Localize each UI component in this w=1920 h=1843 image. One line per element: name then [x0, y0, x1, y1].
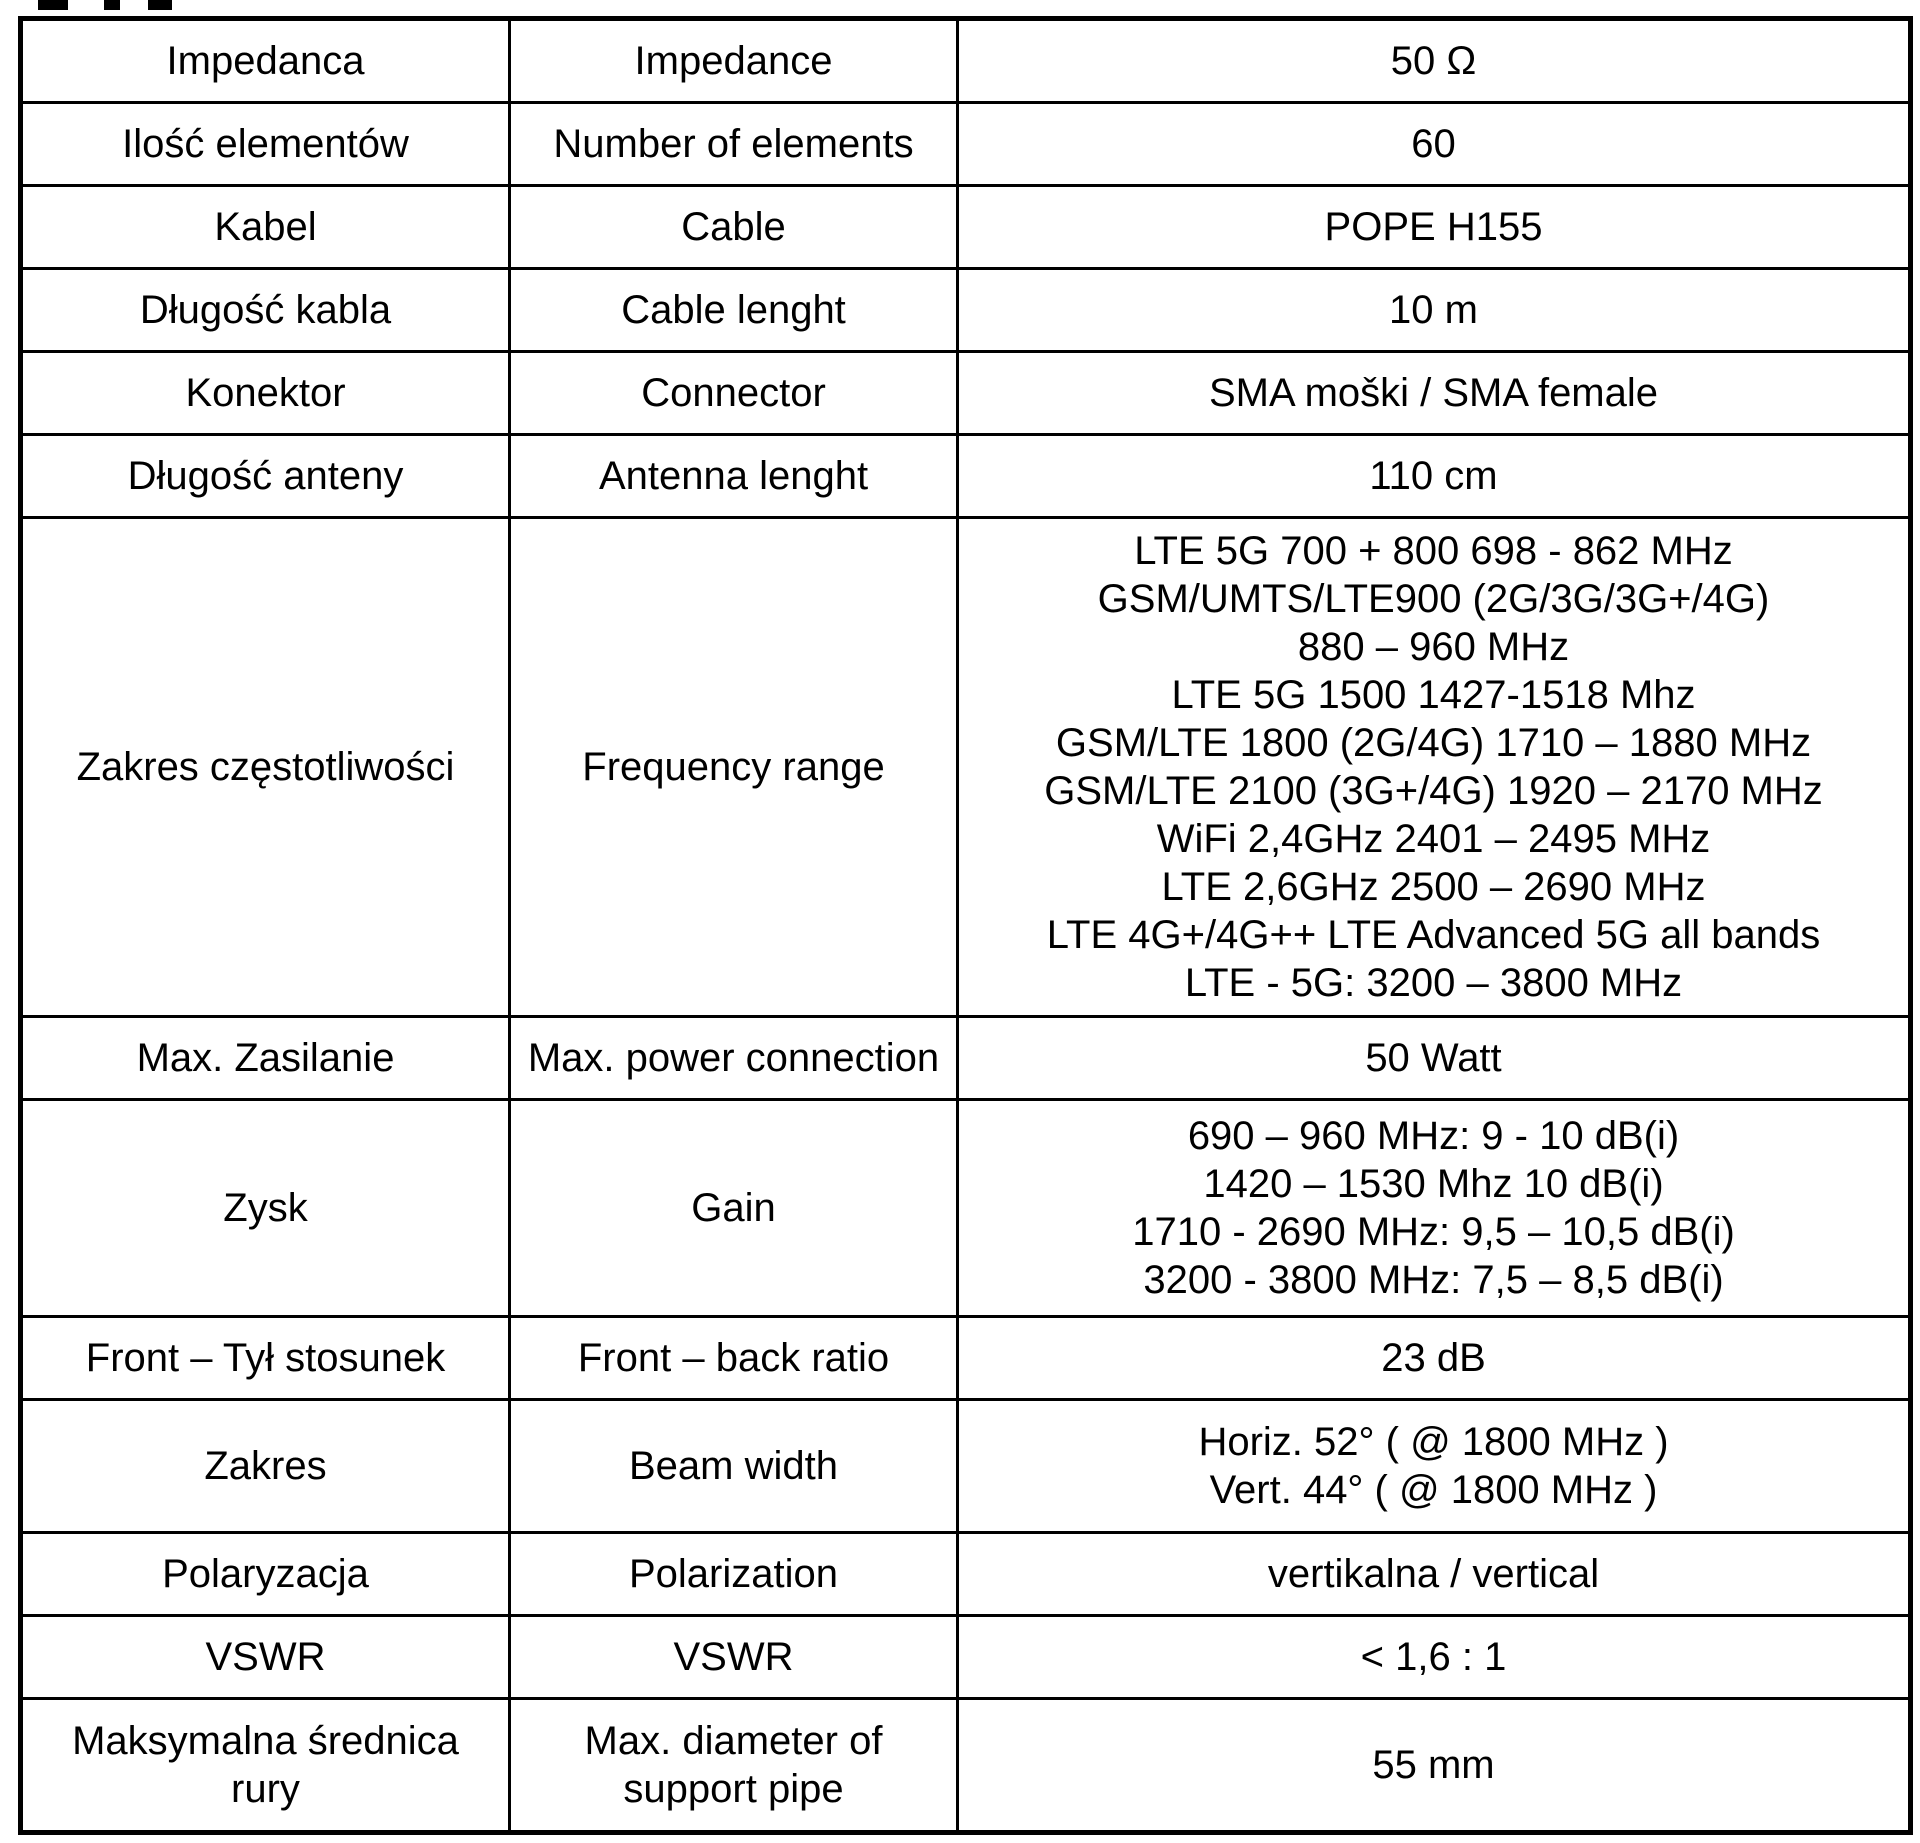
param-value: [958, 19, 1911, 103]
cropped-heading-fragment: [0, 0, 260, 14]
param-en: Connector: [510, 352, 958, 435]
param-value: [958, 352, 1911, 435]
value-line: WiFi 2,4GHz 2401 – 2495 MHz: [1156, 817, 1711, 861]
param-value: [958, 1400, 1911, 1533]
param-en: Cable lenght: [510, 269, 958, 352]
param-en-line: Max. diameter of: [584, 1719, 883, 1763]
table-row: [21, 435, 1911, 518]
param-pl: Max. Zasilanie: [21, 1017, 510, 1100]
param-value: [958, 518, 1911, 1017]
param-pl: Konektor: [21, 352, 510, 435]
param-pl: [21, 1699, 510, 1833]
value-line: 880 – 960 MHz: [1297, 625, 1570, 669]
param-pl: Polaryzacja: [21, 1533, 510, 1616]
value-line: LTE 5G 700 + 800 698 - 862 MHz: [1134, 529, 1733, 573]
value-line: 50 Watt: [1365, 1036, 1502, 1080]
param-en: VSWR: [510, 1616, 958, 1699]
param-pl: Długość kabla: [21, 269, 510, 352]
param-pl: Ilość elementów: [21, 103, 510, 186]
param-en: Impedance: [510, 19, 958, 103]
value-line: 1710 - 2690 MHz: 9,5 – 10,5 dB(i): [1132, 1210, 1735, 1254]
value-line: LTE 4G+/4G++ LTE Advanced 5G all bands: [1046, 913, 1821, 957]
value-line: 60: [1411, 122, 1456, 166]
param-pl: Zakres: [21, 1400, 510, 1533]
table-row: [21, 186, 1911, 269]
table-row: [21, 103, 1911, 186]
value-line: POPE H155: [1324, 205, 1543, 249]
param-value: [958, 103, 1911, 186]
table-row: [21, 1699, 1911, 1833]
value-line: 55 mm: [1372, 1743, 1495, 1787]
value-line: 690 – 960 MHz: 9 - 10 dB(i): [1187, 1114, 1680, 1158]
param-en: Beam width: [510, 1400, 958, 1533]
param-en: Max. power connection: [510, 1017, 958, 1100]
param-en-line: support pipe: [623, 1767, 844, 1811]
table-row: [21, 1317, 1911, 1400]
table-row: [21, 269, 1911, 352]
value-line: 3200 - 3800 MHz: 7,5 – 8,5 dB(i): [1143, 1258, 1724, 1302]
param-pl-line: rury: [231, 1767, 300, 1811]
param-pl: Front – Tył stosunek: [21, 1317, 510, 1400]
value-line: GSM/UMTS/LTE900 (2G/3G/3G+/4G): [1097, 577, 1770, 621]
table-row: [21, 19, 1911, 103]
spec-table: [18, 16, 1913, 1835]
param-value: [958, 435, 1911, 518]
param-en: Front – back ratio: [510, 1317, 958, 1400]
table-row: [21, 518, 1911, 1017]
param-value: [958, 1017, 1911, 1100]
value-line: GSM/LTE 2100 (3G+/4G) 1920 – 2170 MHz: [1044, 769, 1823, 813]
param-value: [958, 1317, 1911, 1400]
value-line: 23 dB: [1381, 1336, 1486, 1380]
param-en: [510, 1699, 958, 1833]
value-line: Vert. 44° ( @ 1800 MHz ): [1209, 1468, 1658, 1512]
param-value: [958, 1616, 1911, 1699]
param-value: [958, 1699, 1911, 1833]
param-pl: Długość anteny: [21, 435, 510, 518]
param-pl: VSWR: [21, 1616, 510, 1699]
table-row: [21, 1616, 1911, 1699]
value-line: LTE - 5G: 3200 – 3800 MHz: [1184, 961, 1683, 1005]
param-pl: Kabel: [21, 186, 510, 269]
value-line: 1420 – 1530 Mhz 10 dB(i): [1203, 1162, 1664, 1206]
value-line: < 1,6 : 1: [1360, 1635, 1507, 1679]
value-line: 50 Ω: [1390, 39, 1477, 83]
value-line: vertikalna / vertical: [1267, 1552, 1600, 1596]
param-value: [958, 186, 1911, 269]
param-value: [958, 1100, 1911, 1317]
value-line: GSM/LTE 1800 (2G/4G) 1710 – 1880 MHz: [1055, 721, 1812, 765]
param-pl: Zysk: [21, 1100, 510, 1317]
param-en: Polarization: [510, 1533, 958, 1616]
table-row: [21, 1533, 1911, 1616]
param-en: Cable: [510, 186, 958, 269]
value-line: 10 m: [1389, 288, 1478, 332]
param-en: Gain: [510, 1100, 958, 1317]
param-en: Antenna lenght: [510, 435, 958, 518]
param-en: Frequency range: [510, 518, 958, 1017]
param-en: Number of elements: [510, 103, 958, 186]
value-line: SMA moški / SMA female: [1208, 371, 1659, 415]
param-value: [958, 269, 1911, 352]
param-pl: Zakres częstotliwości: [21, 518, 510, 1017]
value-line: LTE 5G 1500 1427-1518 Mhz: [1171, 673, 1696, 717]
table-row: [21, 1100, 1911, 1317]
param-pl-line: Maksymalna średnica: [72, 1719, 459, 1763]
param-pl: Impedanca: [21, 19, 510, 103]
value-line: LTE 2,6GHz 2500 – 2690 MHz: [1161, 865, 1706, 909]
param-value: [958, 1533, 1911, 1616]
table-row: [21, 1017, 1911, 1100]
table-row: [21, 1400, 1911, 1533]
table-row: [21, 352, 1911, 435]
value-line: Horiz. 52° ( @ 1800 MHz ): [1198, 1420, 1669, 1464]
value-line: 110 cm: [1369, 454, 1498, 498]
